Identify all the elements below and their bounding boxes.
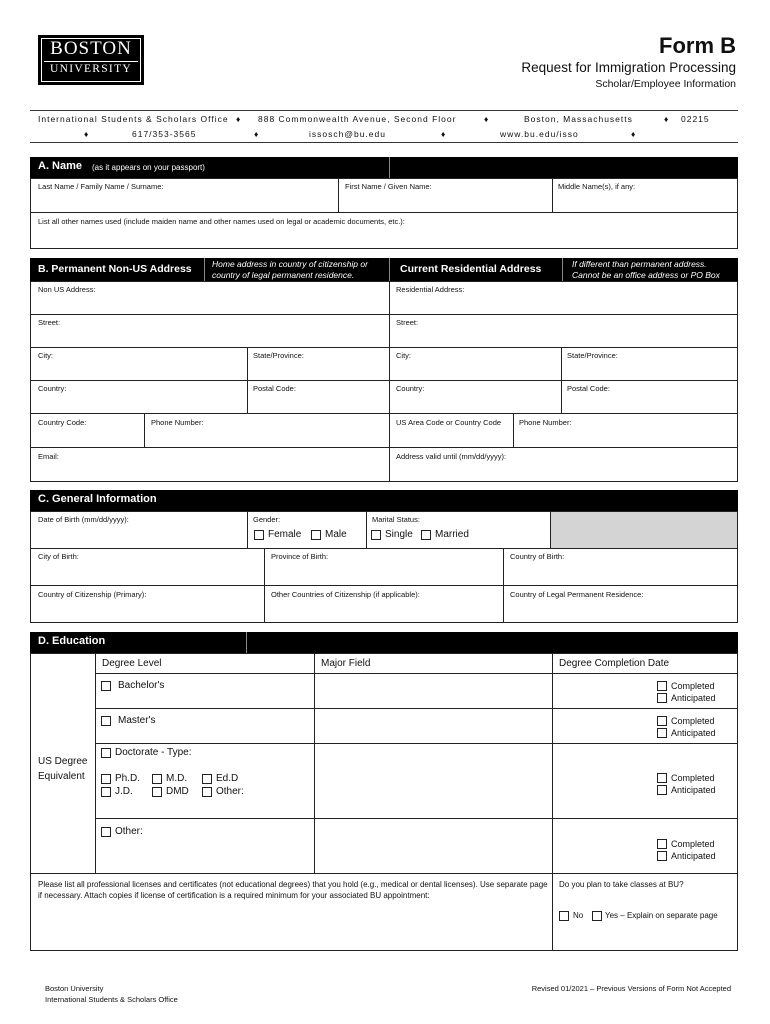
married-checkbox[interactable] <box>421 530 431 540</box>
bullet: ♦ <box>484 114 490 124</box>
other-degree-checkbox[interactable] <box>101 827 111 837</box>
address-rule-bottom <box>30 142 738 143</box>
office-street: 888 Commonwealth Avenue, Second Floor <box>258 114 457 124</box>
section-c-title: C. General Information <box>38 493 157 505</box>
office-name: International Students & Scholars Office <box>38 114 229 124</box>
completion-date-header: Degree Completion Date <box>559 658 670 669</box>
address-rule-top <box>30 110 738 111</box>
form-subtitle: Request for Immigration Processing <box>521 60 736 75</box>
country-code-field[interactable]: Country Code: <box>38 418 87 427</box>
doctorate-anticipated-checkbox[interactable] <box>657 785 667 795</box>
doctorate-label: Doctorate - Type: <box>115 747 192 758</box>
bachelors-checkbox[interactable] <box>101 681 111 691</box>
current-address-title: Current Residential Address <box>400 263 542 275</box>
doctorate-completed-checkbox[interactable] <box>657 773 667 783</box>
bullet: ♦ <box>84 129 90 139</box>
country-field-permanent[interactable]: Country: <box>38 384 67 393</box>
licenses-field[interactable]: Please list all professional licenses and certificates (not educational degrees) that you hold (e.g., medical or dental licenses). Use separate page if necessary. Attach copies if license of certification is a required minimum for your associated BU appointment: <box>38 880 548 900</box>
city-of-birth-field[interactable]: City of Birth: <box>38 552 79 561</box>
completed-label: Completed <box>671 839 715 849</box>
jd-checkbox[interactable] <box>101 787 111 797</box>
jd-label: J.D. <box>115 786 133 797</box>
anticipated-label: Anticipated <box>671 851 716 861</box>
take-classes-question: Do you plan to take classes at BU? <box>559 880 684 889</box>
street-field-permanent[interactable]: Street: <box>38 318 61 327</box>
state-field-current[interactable]: State/Province: <box>567 351 618 360</box>
current-address-note: If different than permanent address. Cannot be an office address or PO Box <box>572 259 720 280</box>
city-field-permanent[interactable]: City: <box>38 351 53 360</box>
masters-label: Master's <box>118 715 156 726</box>
citizenship-field[interactable]: Country of Citizenship (Primary): <box>38 590 147 599</box>
phone-field-current[interactable]: Phone Number: <box>519 418 572 427</box>
section-d-title: D. Education <box>38 635 106 647</box>
address-valid-until-field[interactable]: Address valid until (mm/dd/yyyy): <box>396 452 507 461</box>
classes-no-checkbox[interactable] <box>559 911 569 921</box>
md-label: M.D. <box>166 773 188 784</box>
section-c-header <box>30 490 738 511</box>
us-area-code-field[interactable]: US Area Code or Country Code <box>396 418 502 427</box>
gender-label: Gender: <box>253 515 281 524</box>
single-label: Single <box>385 529 413 540</box>
edd-label: Ed.D <box>216 773 239 784</box>
female-checkbox[interactable] <box>254 530 264 540</box>
bullet: ♦ <box>254 129 260 139</box>
first-name-field[interactable]: First Name / Given Name: <box>345 182 432 191</box>
single-checkbox[interactable] <box>371 530 381 540</box>
state-field-permanent[interactable]: State/Province: <box>253 351 304 360</box>
other-doctorate-label: Other: <box>216 786 244 797</box>
male-label: Male <box>325 529 347 540</box>
us-degree-equivalent-label: US Degree Equivalent <box>38 756 88 782</box>
major-field-header: Major Field <box>321 658 371 669</box>
last-name-field[interactable]: Last Name / Family Name / Surname: <box>38 182 164 191</box>
doctorate-checkbox[interactable] <box>101 748 111 758</box>
other-anticipated-checkbox[interactable] <box>657 851 667 861</box>
bachelors-anticipated-checkbox[interactable] <box>657 693 667 703</box>
section-b-note: Home address in country of citizenship or country of legal permanent residence. <box>212 259 368 280</box>
marital-status-label: Marital Status: <box>372 515 420 524</box>
footer-left: Boston University International Students & Scholars Office <box>45 984 178 1004</box>
bachelors-completed-checkbox[interactable] <box>657 681 667 691</box>
bullet: ♦ <box>236 114 242 124</box>
male-checkbox[interactable] <box>311 530 321 540</box>
masters-checkbox[interactable] <box>101 716 111 726</box>
form-title: Form B <box>659 33 736 58</box>
office-email[interactable]: issosch@bu.edu <box>309 129 386 139</box>
masters-completed-checkbox[interactable] <box>657 716 667 726</box>
edd-checkbox[interactable] <box>202 774 212 784</box>
other-degree-label: Other: <box>115 826 143 837</box>
section-b-header <box>30 258 738 281</box>
country-field-current[interactable]: Country: <box>396 384 425 393</box>
dmd-label: DMD <box>166 786 189 797</box>
office-city: Boston, Massachusetts <box>524 114 633 124</box>
bullet: ♦ <box>441 129 447 139</box>
completed-label: Completed <box>671 681 715 691</box>
office-phone: 617/353-3565 <box>132 129 197 139</box>
country-of-birth-field[interactable]: Country of Birth: <box>510 552 565 561</box>
section-a-title: A. Name <box>38 160 83 172</box>
province-of-birth-field[interactable]: Province of Birth: <box>271 552 329 561</box>
married-label: Married <box>435 529 469 540</box>
middle-name-field[interactable]: Middle Name(s), if any: <box>558 182 636 191</box>
logo-line1: BOSTON <box>50 38 132 59</box>
phd-checkbox[interactable] <box>101 774 111 784</box>
anticipated-label: Anticipated <box>671 785 716 795</box>
bachelors-label: Bachelor's <box>118 680 165 691</box>
section-b-title: B. Permanent Non-US Address <box>38 263 192 275</box>
permanent-residence-field[interactable]: Country of Legal Permanent Residence: <box>510 590 644 599</box>
city-field-current[interactable]: City: <box>396 351 411 360</box>
other-names-field[interactable]: List all other names used (include maiden name and other names used on legal or academic documents, etc.): <box>38 217 405 226</box>
other-completed-checkbox[interactable] <box>657 839 667 849</box>
dob-field[interactable]: Date of Birth (mm/dd/yyyy): <box>38 515 129 524</box>
bullet: ♦ <box>664 114 670 124</box>
phd-label: Ph.D. <box>115 773 141 784</box>
section-d-header <box>30 632 738 653</box>
logo-line2: UNIVERSITY <box>50 63 132 75</box>
postal-field-permanent[interactable]: Postal Code: <box>253 384 296 393</box>
classes-no-label: No <box>573 911 584 920</box>
email-field[interactable]: Email: <box>38 452 59 461</box>
street-field-current[interactable]: Street: <box>396 318 419 327</box>
completed-label: Completed <box>671 716 715 726</box>
other-doctorate-checkbox[interactable] <box>202 787 212 797</box>
anticipated-label: Anticipated <box>671 693 716 703</box>
section-b-box <box>30 281 738 482</box>
masters-anticipated-checkbox[interactable] <box>657 728 667 738</box>
section-a-note: (as it appears on your passport) <box>92 163 205 172</box>
completed-label: Completed <box>671 773 715 783</box>
classes-yes-checkbox[interactable] <box>592 911 602 921</box>
footer-revision: Revised 01/2021 – Previous Versions of Form Not Accepted <box>531 984 731 993</box>
office-zip: 02215 <box>681 114 710 124</box>
gray-cell <box>551 512 737 548</box>
form-subsubtitle: Scholar/Employee Information <box>595 78 736 90</box>
section-a-header <box>30 157 738 178</box>
md-checkbox[interactable] <box>152 774 162 784</box>
residential-address-field[interactable]: Residential Address: <box>396 285 465 294</box>
degree-level-header: Degree Level <box>102 658 162 669</box>
classes-yes-label: Yes – Explain on separate page <box>605 911 718 920</box>
bullet: ♦ <box>631 129 637 139</box>
dmd-checkbox[interactable] <box>152 787 162 797</box>
phone-field-permanent[interactable]: Phone Number: <box>151 418 204 427</box>
non-us-address-field[interactable]: Non US Address: <box>38 285 96 294</box>
bu-logo <box>38 35 144 85</box>
section-d-box <box>30 653 738 951</box>
logo-rule <box>44 61 138 62</box>
postal-field-current[interactable]: Postal Code: <box>567 384 610 393</box>
other-citizenship-field[interactable]: Other Countries of Citizenship (if applicable): <box>271 590 420 599</box>
office-website[interactable]: www.bu.edu/isso <box>500 129 579 139</box>
anticipated-label: Anticipated <box>671 728 716 738</box>
female-label: Female <box>268 529 302 540</box>
